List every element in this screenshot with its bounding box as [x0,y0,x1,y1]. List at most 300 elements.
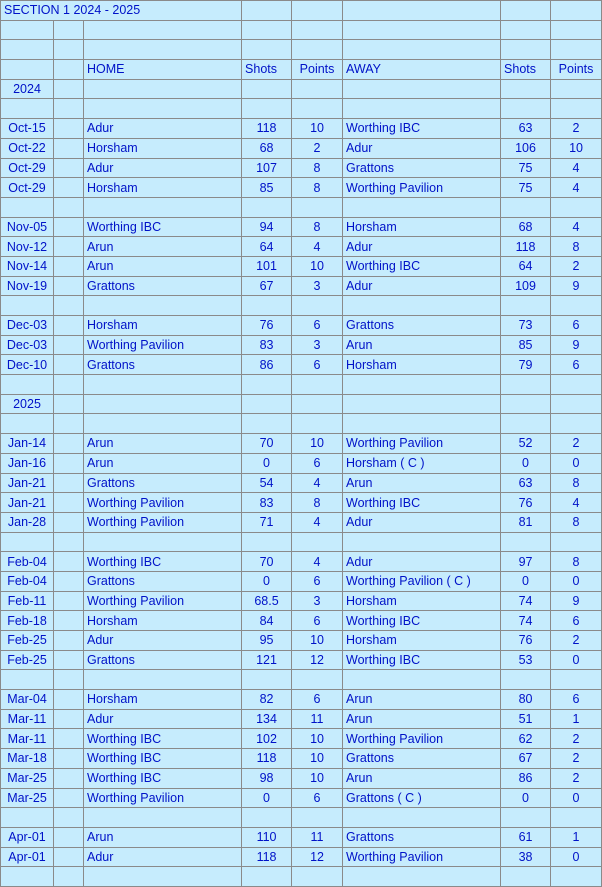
away-team[interactable]: Horsham [343,591,501,611]
away-team[interactable]: Arun [343,709,501,729]
cell[interactable] [1,99,54,119]
home-shots[interactable]: 118 [242,119,292,139]
home-team[interactable]: Grattons [84,355,242,375]
home-shots[interactable]: 101 [242,256,292,276]
cell[interactable] [501,394,551,414]
cell[interactable] [54,296,84,316]
away-points[interactable]: 0 [551,453,602,473]
away-shots[interactable]: 86 [501,768,551,788]
home-points[interactable]: 6 [292,788,343,808]
away-shots[interactable]: 74 [501,591,551,611]
away-shots[interactable]: 64 [501,256,551,276]
home-team[interactable]: Worthing Pavilion [84,788,242,808]
home-team[interactable]: Arun [84,256,242,276]
home-points[interactable]: 2 [292,138,343,158]
home-shots[interactable]: 85 [242,178,292,198]
cell[interactable] [54,552,84,572]
cell[interactable] [292,375,343,395]
cell[interactable] [54,178,84,198]
away-points[interactable]: 2 [551,749,602,769]
cell[interactable] [242,867,292,887]
cell[interactable] [84,197,242,217]
home-shots[interactable]: 84 [242,611,292,631]
cell[interactable] [54,60,84,80]
home-points[interactable]: 6 [292,690,343,710]
cell[interactable] [343,99,501,119]
home-points[interactable]: 6 [292,611,343,631]
cell[interactable] [501,296,551,316]
cell[interactable] [242,296,292,316]
away-shots[interactable]: 63 [501,473,551,493]
cell[interactable] [551,99,602,119]
home-team[interactable]: Worthing Pavilion [84,335,242,355]
away-points[interactable]: 4 [551,493,602,513]
away-points[interactable]: 2 [551,768,602,788]
cell[interactable] [84,99,242,119]
home-shots[interactable]: 86 [242,355,292,375]
away-shots[interactable]: 80 [501,690,551,710]
cell[interactable] [242,1,292,21]
cell[interactable] [343,670,501,690]
home-shots-header[interactable]: Shots [242,60,292,80]
home-points[interactable]: 8 [292,158,343,178]
home-points[interactable]: 12 [292,847,343,867]
cell[interactable] [54,237,84,257]
cell[interactable] [1,60,54,80]
home-shots[interactable]: 95 [242,631,292,651]
cell[interactable] [84,375,242,395]
away-points[interactable]: 6 [551,611,602,631]
cell[interactable] [54,79,84,99]
home-points[interactable]: 6 [292,571,343,591]
cell[interactable] [242,99,292,119]
away-shots[interactable]: 53 [501,650,551,670]
cell[interactable] [292,414,343,434]
away-shots-header[interactable]: Shots [501,60,551,80]
home-shots[interactable]: 118 [242,847,292,867]
cell[interactable] [54,355,84,375]
cell[interactable] [501,670,551,690]
cell[interactable] [54,788,84,808]
cell[interactable] [343,808,501,828]
cell[interactable] [551,867,602,887]
home-team[interactable]: Horsham [84,316,242,336]
match-date[interactable]: Nov-14 [1,256,54,276]
away-team[interactable]: Arun [343,473,501,493]
home-team[interactable]: Horsham [84,611,242,631]
cell[interactable] [501,1,551,21]
away-team[interactable]: Worthing Pavilion [343,729,501,749]
home-shots[interactable]: 64 [242,237,292,257]
cell[interactable] [54,532,84,552]
away-points[interactable]: 10 [551,138,602,158]
match-date[interactable]: Feb-25 [1,631,54,651]
home-team[interactable]: Grattons [84,571,242,591]
cell[interactable] [242,532,292,552]
away-points[interactable]: 0 [551,571,602,591]
home-points[interactable]: 10 [292,768,343,788]
cell[interactable] [343,40,501,60]
away-shots[interactable]: 61 [501,827,551,847]
home-points[interactable]: 11 [292,709,343,729]
home-points[interactable]: 3 [292,335,343,355]
cell[interactable] [54,631,84,651]
cell[interactable] [343,1,501,21]
away-shots[interactable]: 62 [501,729,551,749]
away-team[interactable]: Worthing IBC [343,611,501,631]
home-points[interactable]: 4 [292,473,343,493]
home-points-header[interactable]: Points [292,60,343,80]
match-date[interactable]: Nov-19 [1,276,54,296]
match-date[interactable]: Jan-16 [1,453,54,473]
home-shots[interactable]: 82 [242,690,292,710]
cell[interactable] [1,197,54,217]
match-date[interactable]: Jan-21 [1,493,54,513]
home-shots[interactable]: 70 [242,434,292,454]
away-points[interactable]: 4 [551,178,602,198]
home-team[interactable]: Adur [84,709,242,729]
cell[interactable] [292,296,343,316]
home-points[interactable]: 11 [292,827,343,847]
match-date[interactable]: Jan-28 [1,512,54,532]
home-shots[interactable]: 94 [242,217,292,237]
home-team[interactable]: Arun [84,237,242,257]
cell[interactable] [1,375,54,395]
away-shots[interactable]: 38 [501,847,551,867]
home-team[interactable]: Arun [84,453,242,473]
cell[interactable] [84,670,242,690]
home-shots[interactable]: 0 [242,571,292,591]
home-team[interactable]: Worthing IBC [84,729,242,749]
away-shots[interactable]: 67 [501,749,551,769]
away-shots[interactable]: 52 [501,434,551,454]
match-date[interactable]: Feb-11 [1,591,54,611]
cell[interactable] [343,375,501,395]
away-points[interactable]: 4 [551,158,602,178]
away-points[interactable]: 2 [551,729,602,749]
home-points[interactable]: 8 [292,493,343,513]
cell[interactable] [242,414,292,434]
away-team[interactable]: Grattons [343,158,501,178]
home-team[interactable]: Worthing Pavilion [84,591,242,611]
home-shots[interactable]: 83 [242,493,292,513]
home-team[interactable]: Arun [84,434,242,454]
away-points[interactable]: 8 [551,552,602,572]
match-date[interactable]: Mar-04 [1,690,54,710]
away-shots[interactable]: 76 [501,493,551,513]
away-shots[interactable]: 74 [501,611,551,631]
match-date[interactable]: Nov-05 [1,217,54,237]
home-shots[interactable]: 70 [242,552,292,572]
home-points[interactable]: 10 [292,434,343,454]
match-date[interactable]: Dec-10 [1,355,54,375]
cell[interactable] [343,296,501,316]
home-shots[interactable]: 0 [242,453,292,473]
cell[interactable] [54,99,84,119]
home-team[interactable]: Adur [84,119,242,139]
cell[interactable] [1,414,54,434]
home-team[interactable]: Worthing IBC [84,217,242,237]
home-shots[interactable]: 107 [242,158,292,178]
cell[interactable] [1,808,54,828]
cell[interactable] [54,414,84,434]
away-team[interactable]: Worthing IBC [343,493,501,513]
cell[interactable] [54,493,84,513]
away-team[interactable]: Worthing Pavilion [343,847,501,867]
match-date[interactable]: Jan-21 [1,473,54,493]
away-points[interactable]: 9 [551,335,602,355]
home-shots[interactable]: 0 [242,788,292,808]
cell[interactable] [54,749,84,769]
cell[interactable] [54,571,84,591]
match-date[interactable]: Mar-11 [1,709,54,729]
away-team[interactable]: Arun [343,690,501,710]
cell[interactable] [54,375,84,395]
away-team[interactable]: Grattons [343,316,501,336]
match-date[interactable]: Oct-29 [1,158,54,178]
away-team[interactable]: Horsham [343,217,501,237]
cell[interactable] [343,197,501,217]
cell[interactable] [54,40,84,60]
match-date[interactable]: Oct-15 [1,119,54,139]
cell[interactable] [551,394,602,414]
cell[interactable] [54,197,84,217]
home-team[interactable]: Arun [84,827,242,847]
cell[interactable] [54,512,84,532]
cell[interactable] [1,40,54,60]
cell[interactable] [551,20,602,40]
away-points[interactable]: 0 [551,788,602,808]
away-shots[interactable]: 0 [501,453,551,473]
away-shots[interactable]: 0 [501,788,551,808]
away-team[interactable]: Horsham ( C ) [343,453,501,473]
cell[interactable] [1,532,54,552]
away-points[interactable]: 8 [551,237,602,257]
away-points[interactable]: 2 [551,256,602,276]
home-shots[interactable]: 98 [242,768,292,788]
cell[interactable] [54,434,84,454]
cell[interactable] [54,473,84,493]
away-team[interactable]: Worthing IBC [343,650,501,670]
cell[interactable] [501,99,551,119]
home-team[interactable]: Worthing IBC [84,552,242,572]
match-date[interactable]: Mar-25 [1,768,54,788]
year-label[interactable]: 2025 [1,394,54,414]
away-team[interactable]: Horsham [343,355,501,375]
home-shots[interactable]: 68.5 [242,591,292,611]
cell[interactable] [54,276,84,296]
away-points[interactable]: 1 [551,827,602,847]
away-points-header[interactable]: Points [551,60,602,80]
cell[interactable] [1,296,54,316]
cell[interactable] [54,650,84,670]
cell[interactable] [54,808,84,828]
cell[interactable] [501,532,551,552]
away-team[interactable]: Adur [343,138,501,158]
away-shots[interactable]: 97 [501,552,551,572]
home-shots[interactable]: 83 [242,335,292,355]
away-team[interactable]: Grattons [343,827,501,847]
cell[interactable] [501,375,551,395]
cell[interactable] [84,296,242,316]
cell[interactable] [54,670,84,690]
sheet-title[interactable]: SECTION 1 2024 - 2025 [1,1,242,21]
cell[interactable] [54,611,84,631]
cell[interactable] [1,670,54,690]
home-shots[interactable]: 110 [242,827,292,847]
away-points[interactable]: 9 [551,591,602,611]
home-shots[interactable]: 102 [242,729,292,749]
away-team[interactable]: Arun [343,335,501,355]
cell[interactable] [242,394,292,414]
cell[interactable] [54,591,84,611]
cell[interactable] [54,335,84,355]
cell[interactable] [292,808,343,828]
away-shots[interactable]: 73 [501,316,551,336]
cell[interactable] [343,394,501,414]
cell[interactable] [242,808,292,828]
home-points[interactable]: 8 [292,178,343,198]
cell[interactable] [54,453,84,473]
home-shots[interactable]: 68 [242,138,292,158]
away-points[interactable]: 9 [551,276,602,296]
away-shots[interactable]: 75 [501,158,551,178]
match-date[interactable]: Feb-04 [1,552,54,572]
home-points[interactable]: 4 [292,552,343,572]
home-points[interactable]: 10 [292,256,343,276]
cell[interactable] [343,867,501,887]
home-points[interactable]: 12 [292,650,343,670]
cell[interactable] [501,197,551,217]
home-points[interactable]: 6 [292,355,343,375]
home-shots[interactable]: 71 [242,512,292,532]
cell[interactable] [292,197,343,217]
cell[interactable] [551,197,602,217]
home-team[interactable]: Worthing Pavilion [84,493,242,513]
home-shots[interactable]: 118 [242,749,292,769]
away-team[interactable]: Adur [343,512,501,532]
cell[interactable] [242,20,292,40]
match-date[interactable]: Oct-22 [1,138,54,158]
away-points[interactable]: 2 [551,434,602,454]
match-date[interactable]: Dec-03 [1,316,54,336]
away-team[interactable]: Adur [343,237,501,257]
match-date[interactable]: Nov-12 [1,237,54,257]
cell[interactable] [551,375,602,395]
away-shots[interactable]: 68 [501,217,551,237]
away-shots[interactable]: 106 [501,138,551,158]
cell[interactable] [501,20,551,40]
cell[interactable] [501,808,551,828]
cell[interactable] [54,394,84,414]
home-team[interactable]: Worthing IBC [84,749,242,769]
match-date[interactable]: Oct-29 [1,178,54,198]
away-points[interactable]: 8 [551,473,602,493]
home-points[interactable]: 6 [292,453,343,473]
cell[interactable] [292,532,343,552]
away-team[interactable]: Worthing Pavilion ( C ) [343,571,501,591]
cell[interactable] [242,197,292,217]
home-team[interactable]: Adur [84,847,242,867]
cell[interactable] [54,729,84,749]
cell[interactable] [343,20,501,40]
away-points[interactable]: 8 [551,512,602,532]
cell[interactable] [242,40,292,60]
cell[interactable] [54,827,84,847]
away-team[interactable]: Grattons [343,749,501,769]
cell[interactable] [1,20,54,40]
cell[interactable] [551,670,602,690]
away-team[interactable]: Adur [343,552,501,572]
home-shots[interactable]: 121 [242,650,292,670]
match-date[interactable]: Mar-18 [1,749,54,769]
away-shots[interactable]: 118 [501,237,551,257]
cell[interactable] [242,670,292,690]
cell[interactable] [292,867,343,887]
cell[interactable] [551,40,602,60]
cell[interactable] [54,119,84,139]
home-points[interactable]: 10 [292,729,343,749]
cell[interactable] [292,79,343,99]
cell[interactable] [84,394,242,414]
away-team[interactable]: Worthing IBC [343,256,501,276]
away-team[interactable]: Arun [343,768,501,788]
away-shots[interactable]: 81 [501,512,551,532]
home-points[interactable]: 4 [292,237,343,257]
home-points[interactable]: 3 [292,276,343,296]
home-team[interactable]: Adur [84,158,242,178]
match-date[interactable]: Feb-25 [1,650,54,670]
away-shots[interactable]: 79 [501,355,551,375]
cell[interactable] [54,138,84,158]
cell[interactable] [54,256,84,276]
home-team[interactable]: Horsham [84,138,242,158]
away-shots[interactable]: 51 [501,709,551,729]
home-team[interactable]: Grattons [84,473,242,493]
away-points[interactable]: 0 [551,650,602,670]
away-team[interactable]: Worthing IBC [343,119,501,139]
cell[interactable] [84,532,242,552]
cell[interactable] [54,690,84,710]
away-points[interactable]: 4 [551,217,602,237]
away-team[interactable]: Worthing Pavilion [343,178,501,198]
cell[interactable] [343,532,501,552]
home-team[interactable]: Horsham [84,690,242,710]
home-shots[interactable]: 67 [242,276,292,296]
cell[interactable] [343,414,501,434]
home-header[interactable]: HOME [84,60,242,80]
cell[interactable] [54,768,84,788]
cell[interactable] [54,867,84,887]
year-label[interactable]: 2024 [1,79,54,99]
away-points[interactable]: 1 [551,709,602,729]
home-shots[interactable]: 76 [242,316,292,336]
cell[interactable] [292,670,343,690]
cell[interactable] [551,808,602,828]
home-shots[interactable]: 134 [242,709,292,729]
match-date[interactable]: Apr-01 [1,827,54,847]
away-shots[interactable]: 76 [501,631,551,651]
cell[interactable] [84,79,242,99]
cell[interactable] [551,296,602,316]
cell[interactable] [292,394,343,414]
cell[interactable] [501,40,551,60]
home-team[interactable]: Grattons [84,650,242,670]
away-points[interactable]: 2 [551,631,602,651]
home-shots[interactable]: 54 [242,473,292,493]
cell[interactable] [84,40,242,60]
home-points[interactable]: 4 [292,512,343,532]
